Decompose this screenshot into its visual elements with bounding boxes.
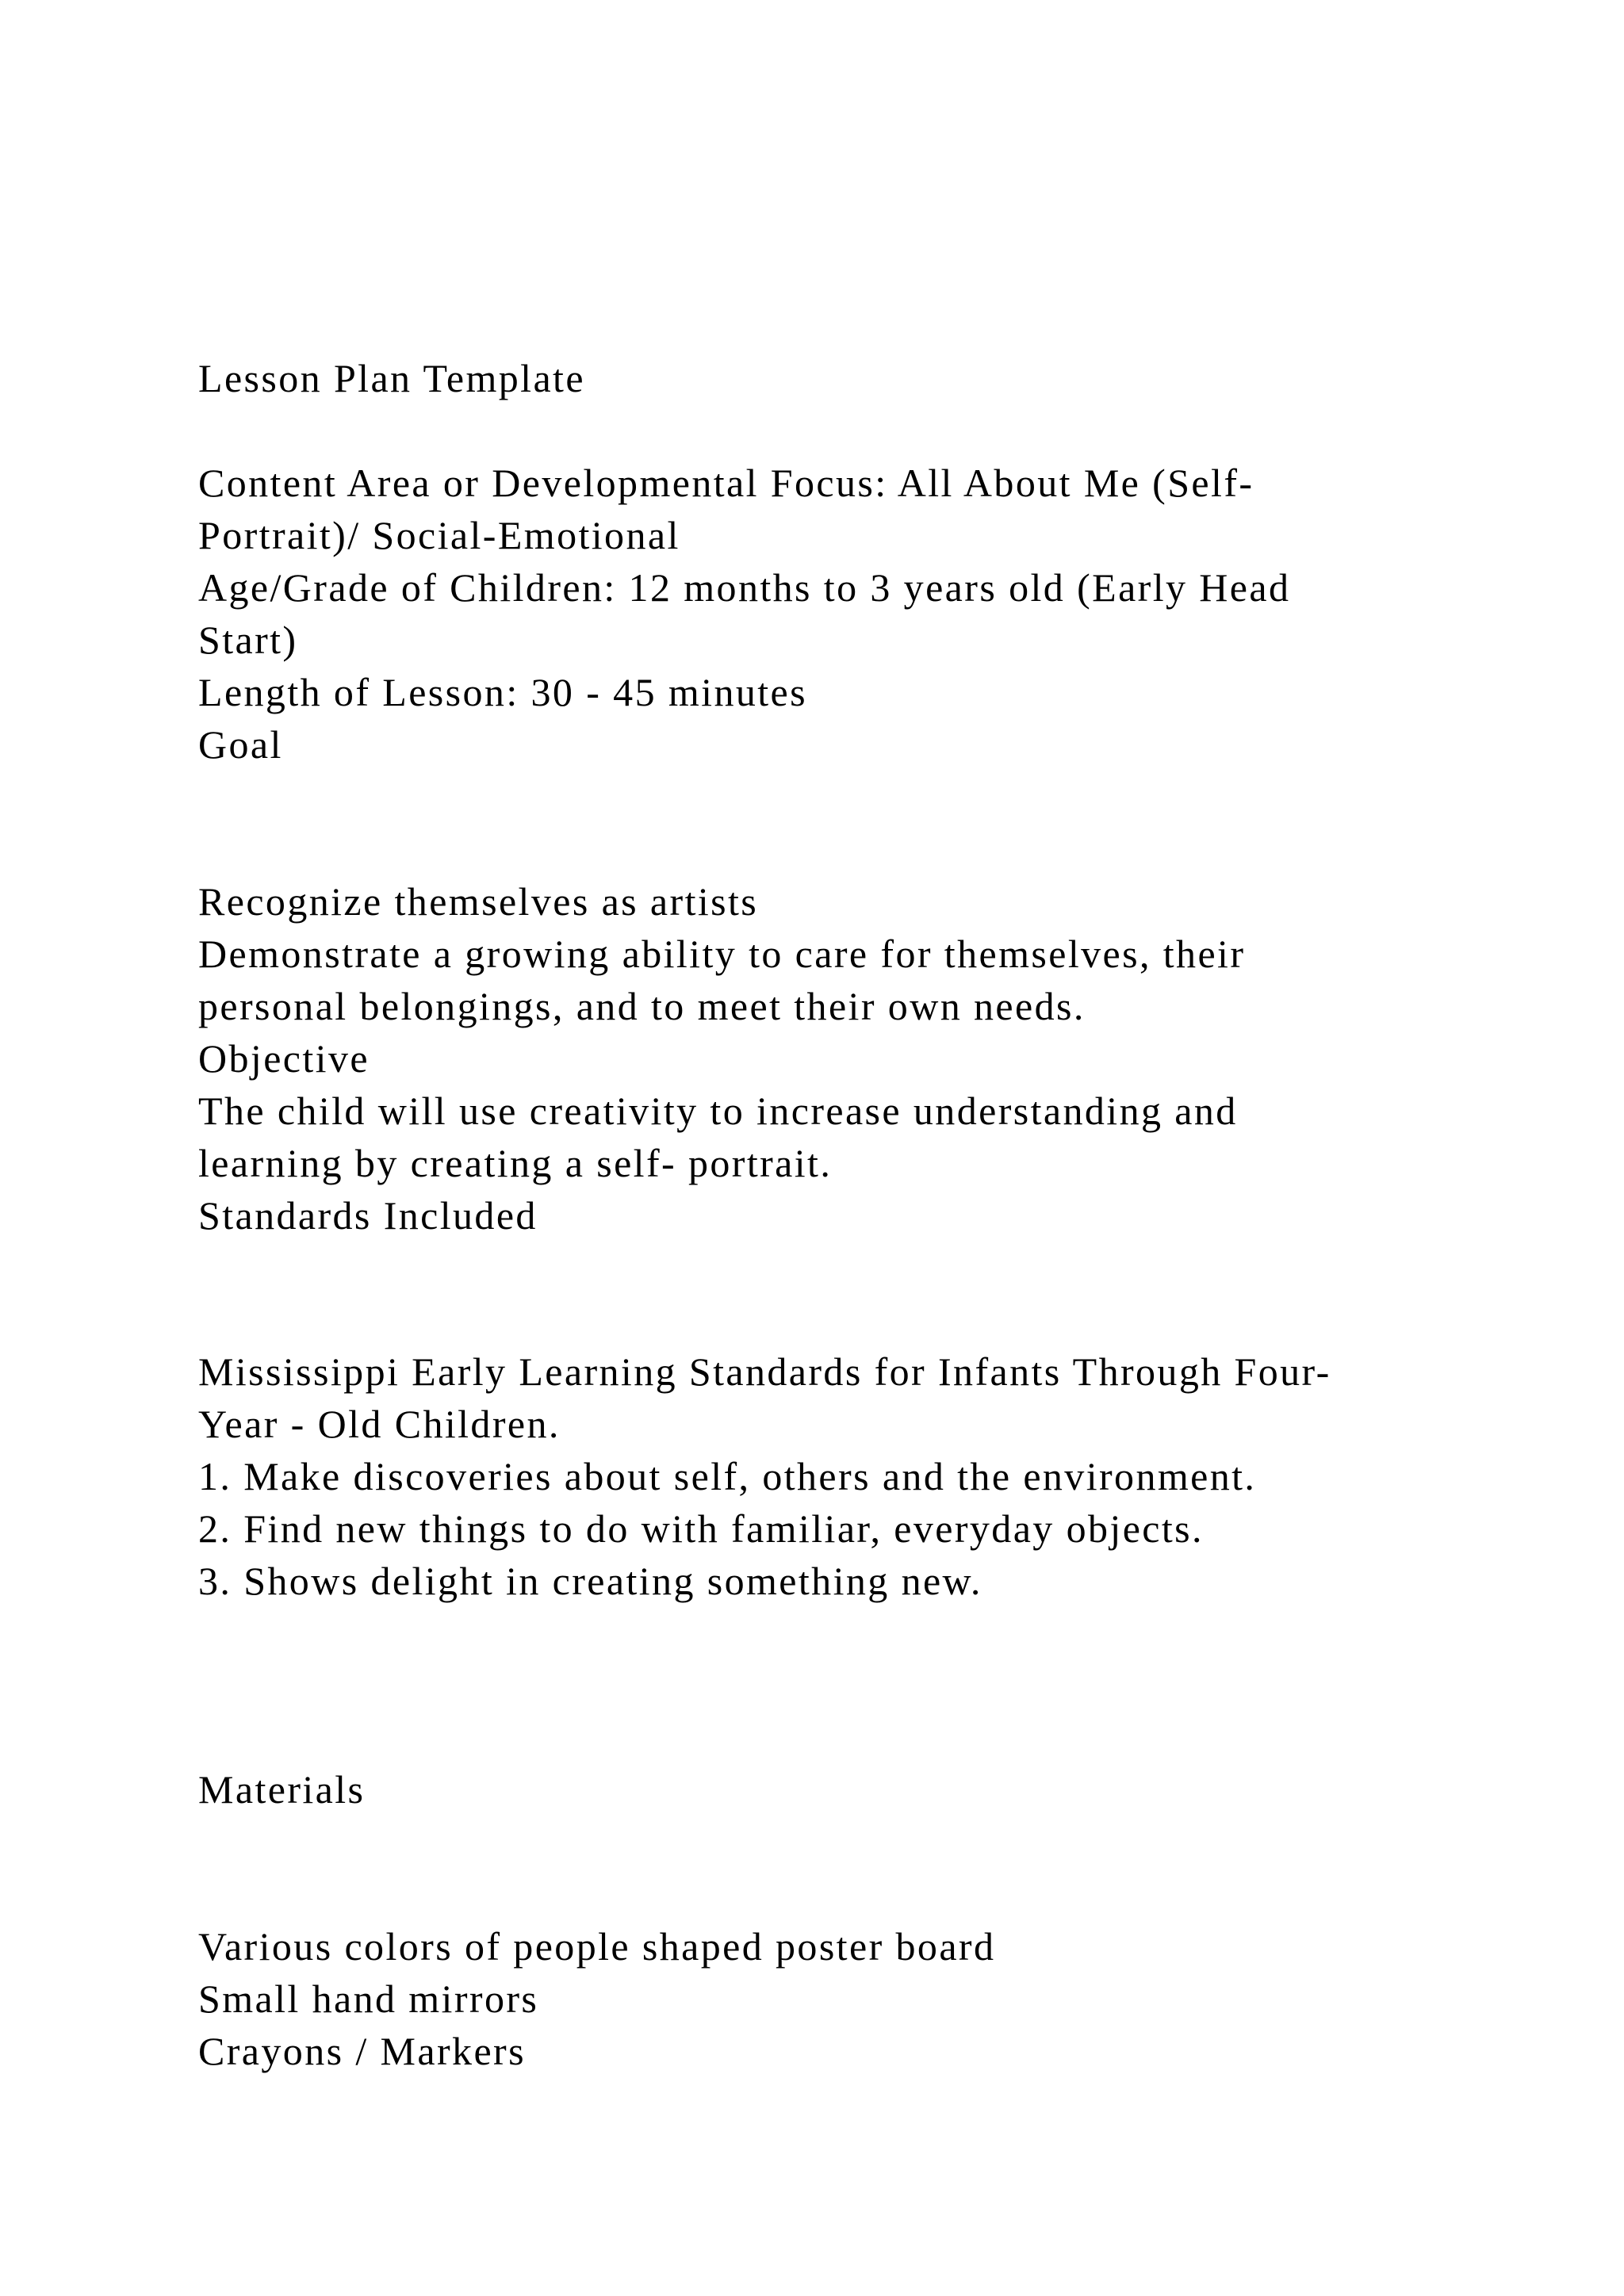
- document-title: Lesson Plan Template: [198, 356, 585, 400]
- lesson-length: Length of Lesson: 30 - 45 minutes: [198, 670, 807, 714]
- standards-intro-line-1: Mississippi Early Learning Standards for Infants Through Four-: [198, 1349, 1331, 1394]
- age-grade-line-1: Age/Grade of Children: 12 months to 3 years old (Early Head: [198, 565, 1291, 610]
- standard-item: 1. Make discoveries about self, others and the environment.: [198, 1454, 1257, 1498]
- material-item: Crayons / Markers: [198, 2029, 526, 2073]
- standard-item: 3. Shows delight in creating something new.: [198, 1559, 982, 1603]
- material-item: Small hand mirrors: [198, 1976, 539, 2021]
- objective-line-2: learning by creating a self- portrait.: [198, 1141, 833, 1185]
- materials-heading: Materials: [198, 1767, 366, 1812]
- goal-item: Demonstrate a growing ability to care for themselves, their: [198, 932, 1246, 976]
- content-area-line-1: Content Area or Developmental Focus: All About Me (Self-: [198, 461, 1254, 505]
- standard-item: 2. Find new things to do with familiar, everyday objects.: [198, 1506, 1204, 1551]
- content-area-line-2: Portrait)/ Social-Emotional: [198, 513, 680, 557]
- goal-item: personal belongings, and to meet their own needs.: [198, 984, 1086, 1028]
- material-item: Various colors of people shaped poster board: [198, 1924, 996, 1969]
- standards-intro-line-2: Year - Old Children.: [198, 1402, 561, 1446]
- age-grade-line-2: Start): [198, 618, 298, 662]
- goal-heading: Goal: [198, 722, 283, 767]
- objective-line-1: The child will use creativity to increase understanding and: [198, 1089, 1238, 1133]
- standards-heading: Standards Included: [198, 1193, 538, 1238]
- goal-item: Recognize themselves as artists: [198, 879, 759, 924]
- objective-heading: Objective: [198, 1036, 370, 1081]
